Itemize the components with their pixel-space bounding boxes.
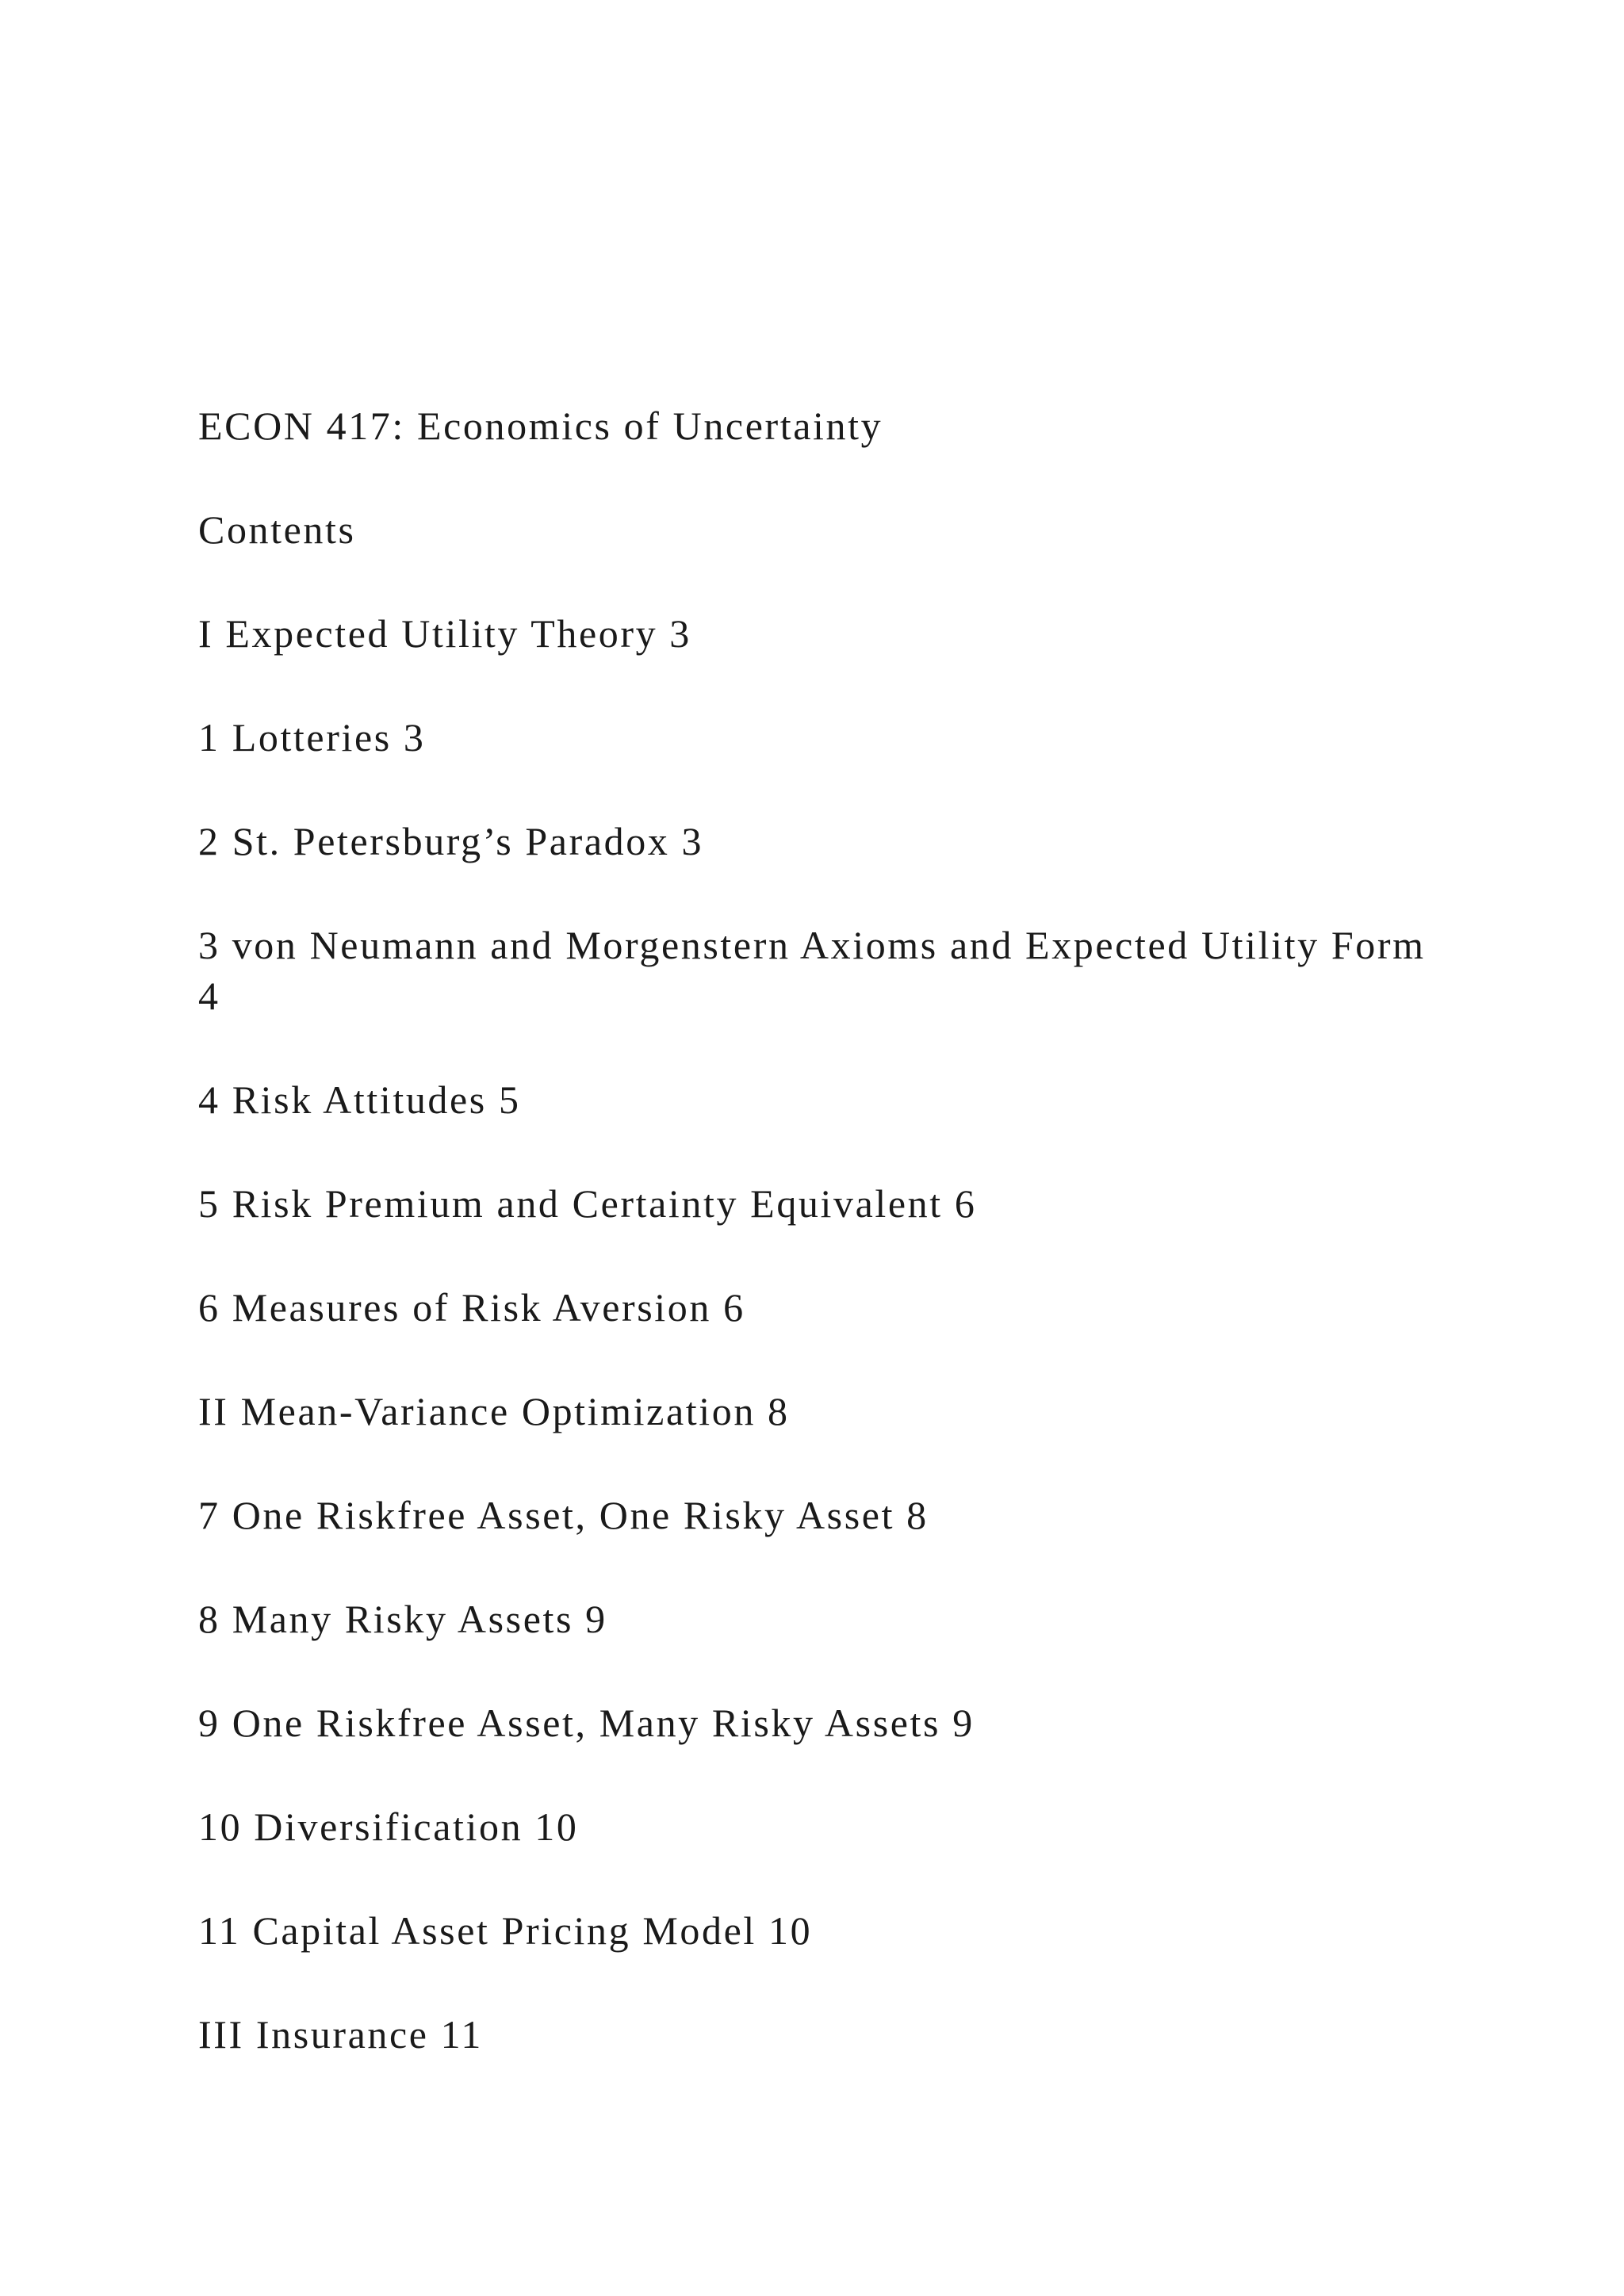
toc-entry-4: 4 Risk Attitudes 5 xyxy=(198,1077,521,1122)
document-title: ECON 417: Economics of Uncertainty xyxy=(198,404,883,448)
toc-entry-7: 7 One Riskfree Asset, One Risky Asset 8 xyxy=(198,1493,929,1537)
toc-entry-part-3: III Insurance 11 xyxy=(198,2012,484,2057)
toc-entry-part-1: I Expected Utility Theory 3 xyxy=(198,611,691,656)
toc-entry-3: 3 von Neumann and Morgenstern Axioms and Expected Utility Form 4 xyxy=(198,923,1426,1018)
toc-entry-10: 10 Diversification 10 xyxy=(198,1804,579,1849)
toc-entry-9: 9 One Riskfree Asset, Many Risky Assets 9 xyxy=(198,1701,975,1745)
toc-entry-1: 1 Lotteries 3 xyxy=(198,715,426,760)
document-body xyxy=(198,400,1451,2113)
contents-heading: Contents xyxy=(198,507,356,552)
toc-entry-2: 2 St. Petersburg’s Paradox 3 xyxy=(198,819,704,863)
toc-entry-part-2: II Mean-Variance Optimization 8 xyxy=(198,1389,790,1433)
toc-entry-6: 6 Measures of Risk Aversion 6 xyxy=(198,1285,745,1330)
toc-entry-11: 11 Capital Asset Pricing Model 10 xyxy=(198,1908,813,1953)
toc-entry-8: 8 Many Risky Assets 9 xyxy=(198,1597,607,1641)
toc-entry-5: 5 Risk Premium and Certainty Equivalent 6 xyxy=(198,1181,977,1226)
